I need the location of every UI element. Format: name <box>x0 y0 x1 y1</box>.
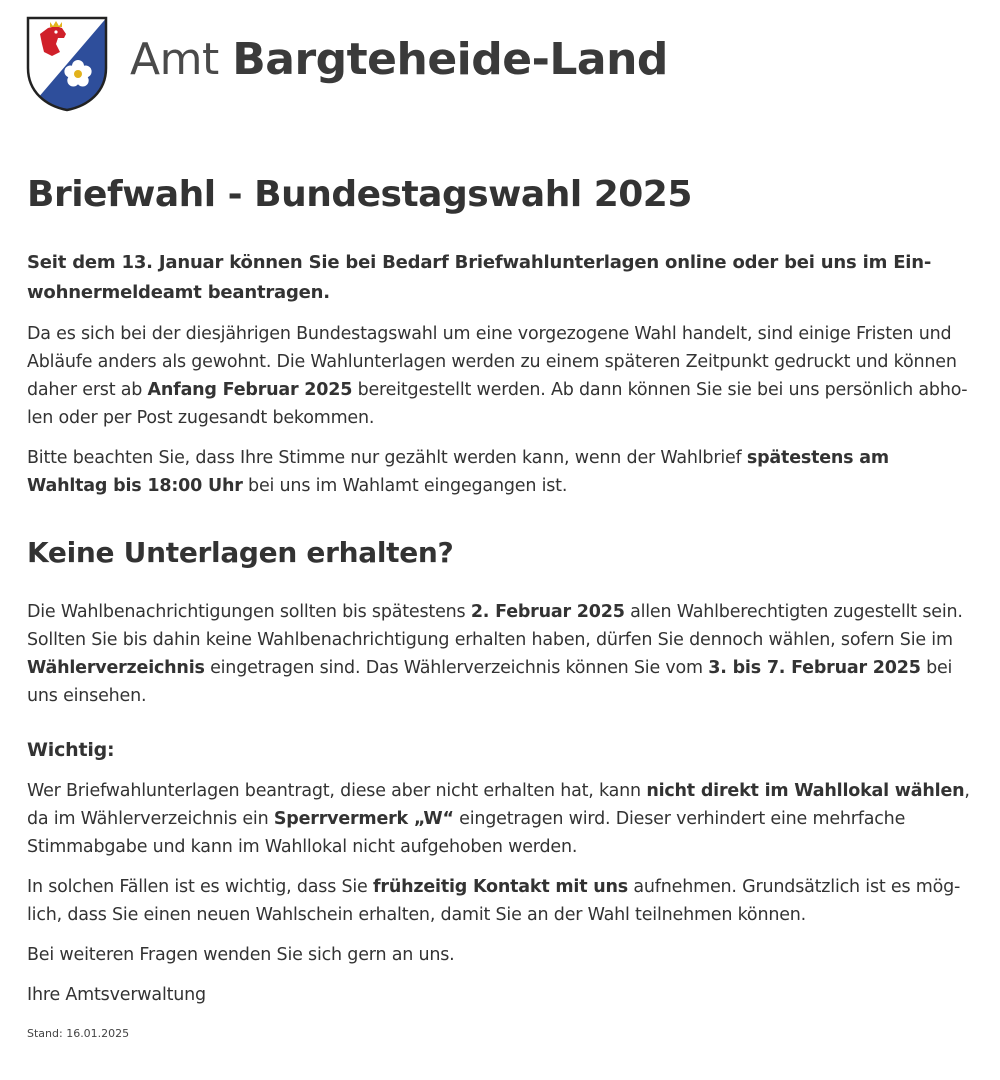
paragraph-contact <box>27 873 972 929</box>
text: Die Wahlbenachrichtigungen sollten bis spätestens <box>27 602 471 622</box>
signature: Ihre Amtsverwaltung <box>27 985 206 1005</box>
emphasis: 3. bis 7. Februar 2025 <box>708 658 921 678</box>
text: , da im Wählerverzeichnis ein <box>27 781 970 829</box>
emphasis: 2. Februar 2025 <box>470 602 625 622</box>
emphasis: Wählerverzeichnis <box>27 658 205 678</box>
text: allen Wahlberechtigten zugestellt sein. Sollten Sie bis dahin keine Wahlbenachrichtigung erhalten haben, dürfen Sie dennoch wählen, sofern Sie im <box>27 602 963 650</box>
text: Da es sich bei der diesjährigen Bundestagswahl um eine vorgezogene Wahl handelt, sind einige Fristen und Abläufe anders als gewohnt. Die Wahlunterlagen werden zu einem späteren Zeitpunkt gedruckt und können daher erst ab <box>27 324 957 400</box>
site-header <box>26 16 668 112</box>
text: bereitgestellt werden. Ab dann können Sie sie bei uns persönlich abholen oder per Post zugesandt bekommen. <box>27 380 968 428</box>
brand-prefix: Amt <box>130 34 219 85</box>
lead-paragraph: Seit dem 13. Januar können Sie bei Bedarf Briefwahlunterlagen online oder bei uns im Einwohnermeldeamt beantragen. <box>27 252 932 303</box>
subheading-important: Wichtig: <box>27 739 115 761</box>
paragraph-notifications <box>27 598 972 710</box>
text: eingetragen sind. Das Wählerverzeichnis können Sie vom <box>204 658 709 678</box>
page-title: Briefwahl - Bundestagswahl 2025 <box>27 174 692 215</box>
site-brand[interactable] <box>130 35 668 85</box>
emphasis: Sperrvermerk „W“ <box>273 809 454 829</box>
text: eingetragen wird. Dieser verhindert eine mehrfache Stimmabgabe und kann im Wahllokal nicht aufgehoben werden. <box>27 809 906 857</box>
text: aufnehmen. Grundsätzlich ist es möglich, dass Sie einen neuen Wahlschein erhalten, damit Sie an der Wahl teilnehmen können. <box>27 877 961 925</box>
section-heading: Keine Unterlagen erhalten? <box>27 536 454 569</box>
brand-name: Bargteheide-Land <box>232 34 668 85</box>
coat-of-arms-icon[interactable] <box>26 16 108 112</box>
paragraph-questions: Bei weiteren Fragen wenden Sie sich gern an uns. <box>27 945 455 965</box>
paragraph-schedule <box>27 320 972 432</box>
emphasis: nicht direkt im Wahllokal wählen <box>646 781 965 801</box>
emphasis: Anfang Februar 2025 <box>147 380 353 400</box>
text: Wer Briefwahlunterlagen beantragt, diese aber nicht erhalten hat, kann <box>27 781 647 801</box>
last-updated: Stand: 16.01.2025 <box>27 1027 130 1040</box>
text: In solchen Fällen ist es wichtig, dass Sie <box>27 877 373 897</box>
emphasis: spätestens am Wahltag bis 18:00 Uhr <box>27 448 889 496</box>
text: bei uns im Wahlamt eingegangen ist. <box>242 476 568 496</box>
paragraph-blocking-note <box>27 777 972 861</box>
paragraph-deadline <box>27 444 972 500</box>
article <box>27 170 972 1042</box>
text: Bitte beachten Sie, dass Ihre Stimme nur gezählt werden kann, wenn der Wahlbrief <box>27 448 747 468</box>
text: bei uns einsehen. <box>27 658 953 706</box>
emphasis: frühzeitig Kontakt mit uns <box>373 877 629 897</box>
